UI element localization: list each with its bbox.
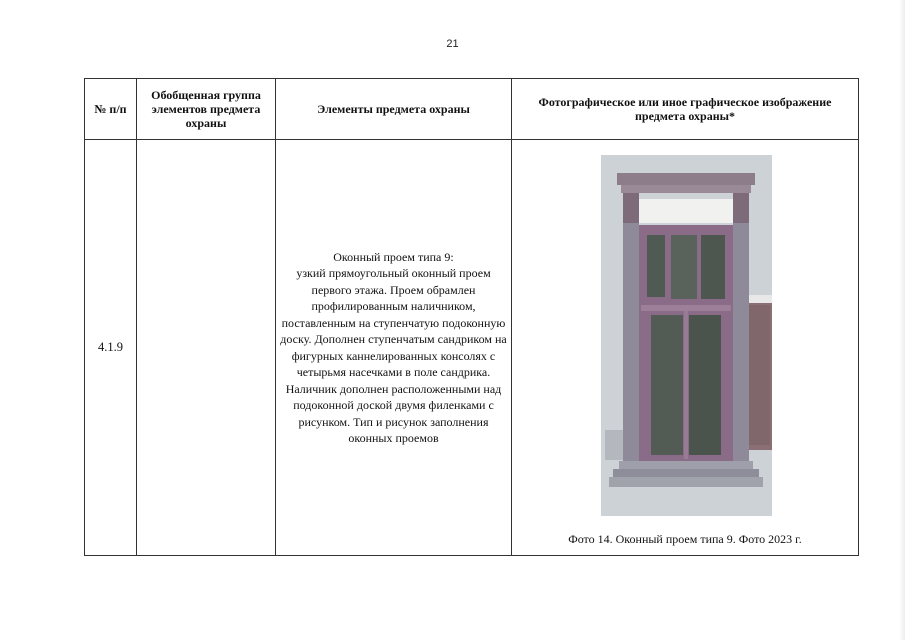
header-elements: Элементы предмета охраны [276, 79, 512, 140]
row-number: 4.1.9 [85, 140, 137, 556]
header-photo: Фотографическое или иное графическое изображение предмета охраны* [512, 79, 859, 140]
scan-edge [899, 0, 905, 640]
window-photo [601, 155, 772, 516]
photo-caption: Фото 14. Оконный проем типа 9. Фото 2023 г. [568, 532, 802, 546]
header-group: Обобщенная группа элементов предмета охраны [137, 79, 276, 140]
page-number: 21 [446, 38, 459, 50]
row-description [276, 140, 512, 556]
description-body: узкий прямоугольный оконный проем первого этажа. Проем обрамлен профилированным наличником, поставленным на ступенчатую подоконную доску. Дополнен ступенчатым сандриком на фигурных каннелированных консолях с четырьмя насечками в поле сандрика. Наличник дополнен расположенными над подоконной доской двумя филенками с рисунком. Тип и рисунок заполнения оконных проемов [280, 266, 507, 445]
table-row [85, 140, 859, 556]
row-group [137, 140, 276, 556]
header-number: № п/п [85, 79, 137, 140]
table-header-row [85, 79, 859, 140]
heritage-elements-table [84, 78, 859, 556]
description-title: Оконный проем типа 9: [333, 249, 454, 264]
row-photo-cell [512, 140, 859, 556]
